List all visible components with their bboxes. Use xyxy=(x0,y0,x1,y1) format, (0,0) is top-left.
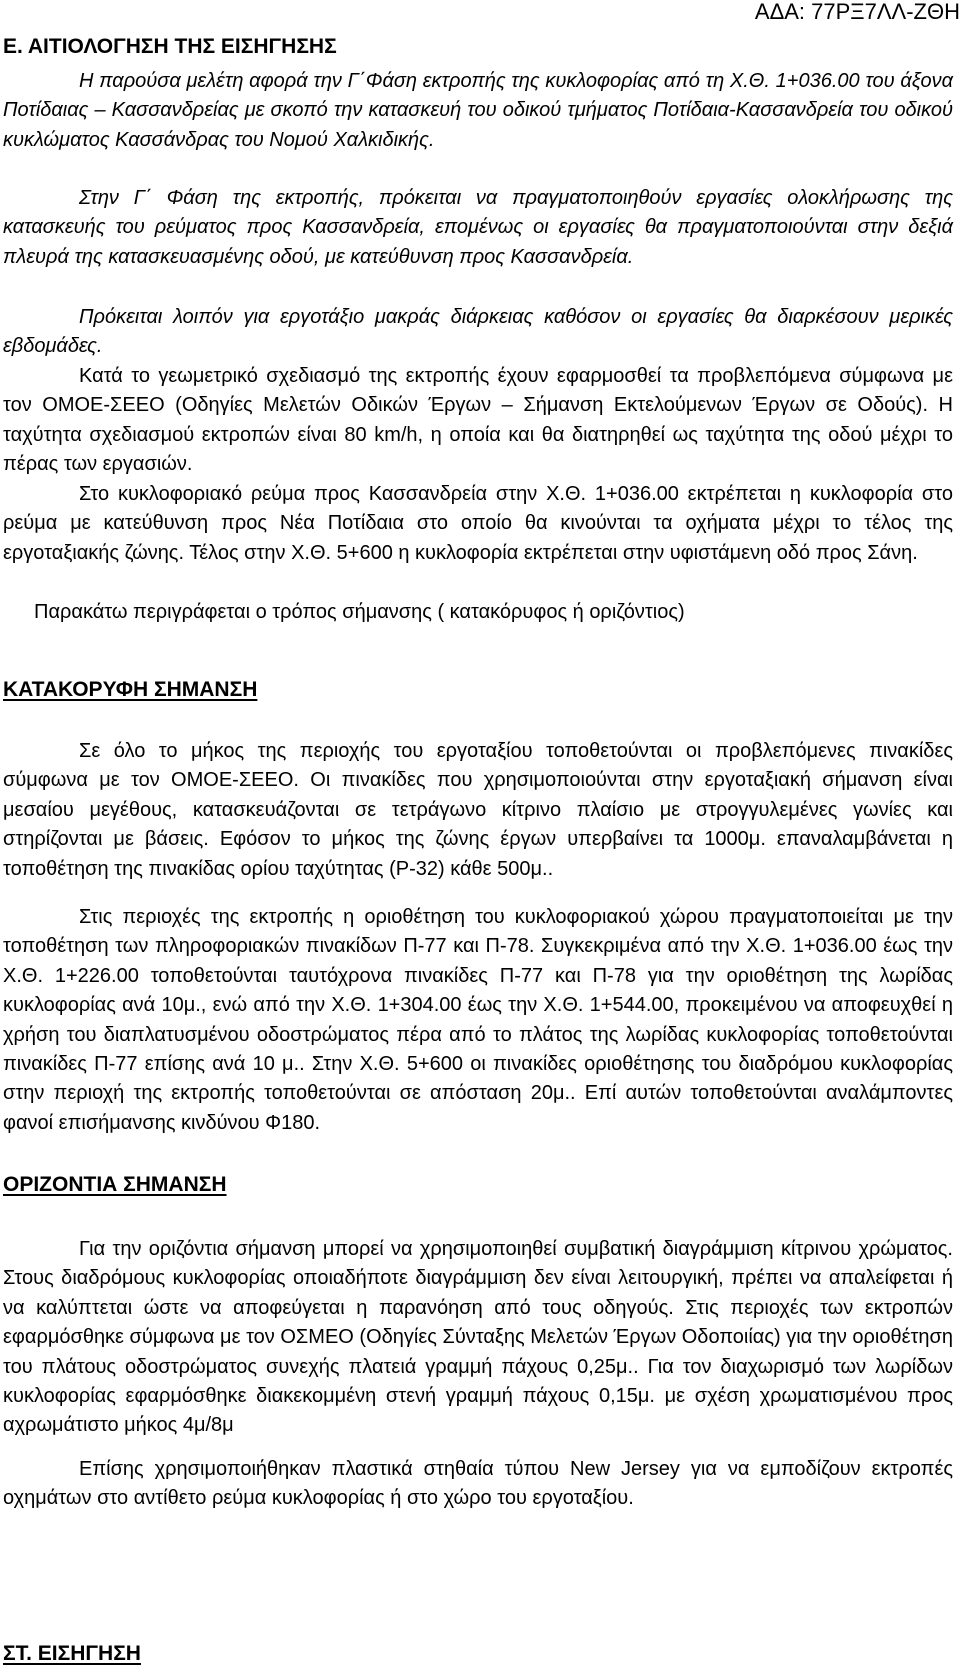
duration-paragraph: Πρόκειται λοιπόν για εργοτάξιο μακράς διάρκειας καθόσον οι εργασίες θα διαρκέσουν μερικές εβδομάδες. xyxy=(3,306,953,358)
horizontal-signage-heading: ΟΡΙΖΟΝΤΙΑ ΣΗΜΑΝΣΗ xyxy=(3,1173,227,1196)
new-jersey-paragraph: Επίσης χρησιμοποιήθηκαν πλαστικά στηθαία τύπου New Jersey για να εμποδίζουν εκτροπές οχημάτων στο αντίθετο ρεύμα κυκλοφορίας ή στο χώρο του εργοταξίου. xyxy=(3,1458,953,1510)
vertical-signage-heading: ΚΑΤΑΚΟΡΥΦΗ ΣΗΜΑΝΣΗ xyxy=(3,678,258,701)
signage-method-paragraph: Παρακάτω περιγράφεται ο τρόπος σήμανσης ( κατακόρυφος ή οριζόντιος) xyxy=(34,601,685,623)
delineation-paragraph: Στις περιοχές της εκτροπής η οριοθέτηση του κυκλοφοριακού χώρου πραγματοποιείται με την τοποθέτηση των πληροφοριακών πινακίδων Π-77 και Π-78. Συγκεκριμένα από την Χ.Θ. 1+036.00 έως την Χ.Θ. 1+226.00 τοποθετούνται ταυτόχρονα πινακίδες Π-77 και Π-78 για την οριοθέτηση της λωρίδας κυκλοφορίας ανά 10μ., ενώ από την Χ.Θ. 1+304.00 έως την Χ.Θ. 1+544.00, προκειμένου να αποφευχθεί η χρήση του διαπλατυσμένου οδοστρώματος πέρα από το πλάτος της λωρίδας κυκλοφορίας τοποθετούνται πινακίδες Π-77 επίσης ανά 10 μ.. Στην Χ.Θ. 5+600 οι πινακίδες οριοθέτησης του διαδρόμου κυκλοφορίας στην περιοχή της εκτροπής τοποθετούνται σε απόσταση 20μ.. Επί αυτών τοποθετούνται αναλάμποντες φανοί επισήμανσης κινδύνου Φ180. xyxy=(3,906,953,1134)
diversion-paragraph: Στο κυκλοφοριακό ρεύμα προς Κασσανδρεία στην Χ.Θ. 1+036.00 εκτρέπεται η κυκλοφορία στο ρεύμα με κατεύθυνση προς Νέα Ποτίδαια στο οποίο θα κινούνται τα οχήματα μέχρι το τέλος της εργοταξιακής ζώνης. Τέλος στην Χ.Θ. 5+600 η κυκλοφορία εκτρέπεται στην υφιστάμενη οδό προς Σάνη. xyxy=(3,483,953,564)
vertical-signs-paragraph: Σε όλο το μήκος της περιοχής του εργοταξίου τοποθετούνται οι προβλεπόμενες πινακίδες σύμφωνα με τον ΟΜΟΕ-ΣΕΕΟ. Οι πινακίδες που χρησιμοποιούνται στην εργοταξιακή σήμανση είναι μεσαίου μεγέθους, κατασκευάζονται σε τετράγωνο κίτρινο πλαίσιο με στρογγυλεμένες γωνίες και στηρίζονται με βάσεις. Εφόσον το μήκος της ζώνης έργων υπερβαίνει τα 1000μ. επαναλαμβάνεται η τοποθέτηση της πινακίδας ορίου ταχύτητας (Ρ-32) κάθε 500μ.. xyxy=(3,740,953,880)
intro-paragraph: Η παρούσα μελέτη αφορά την Γ΄Φάση εκτροπής της κυκλοφορίας από τη Χ.Θ. 1+036.00 του άξονα Ποτίδαιας – Κασσανδρείας με σκοπό την κατασκευή του οδικού τμήματος Ποτίδαια-Κασσανδρεία του οδικού κυκλώματος Κασσάνδρας του Νομού Χαλκιδικής. xyxy=(3,70,953,151)
design-paragraph: Κατά το γεωμετρικό σχεδιασμό της εκτροπής έχουν εφαρμοσθεί τα προβλεπόμενα σύμφωνα με τον ΟΜΟΕ-ΣΕΕΟ (Οδηγίες Μελετών Οδικών Έργων – Σήμανση Εκτελούμενων Έργων σε Οδούς). Η ταχύτητα σχεδιασμού εκτροπών είναι 80 km/h, η οποία και θα διατηρηθεί ως ταχύτητα της οδού μέχρι το πέρας των εργασιών. xyxy=(3,365,953,476)
section-st-heading: ΣΤ. ΕΙΣΗΓΗΣΗ xyxy=(3,1642,141,1665)
phase-c-paragraph: Στην Γ΄ Φάση της εκτροπής, πρόκειται να πραγματοποιηθούν εργασίες ολοκλήρωσης της κατασκευής του ρεύματος προς Κασσανδρεία, επομένως οι εργασίες θα πραγματοποιούνται στην δεξιά πλευρά της κατασκευασμένης οδού, με κατεύθυνση προς Κασσανδρεία. xyxy=(3,187,953,268)
ada-code: ΑΔΑ: 77ΡΞ7ΛΛ-ΖΘΗ xyxy=(754,0,960,24)
horizontal-marking-paragraph: Για την οριζόντια σήμανση μπορεί να χρησιμοποιηθεί συμβατική διαγράμμιση κίτρινου χρώματος. Στους διαδρόμους κυκλοφορίας οποιαδήποτε διαγράμμιση δεν είναι λειτουργική, πρέπει να απαλείφεται ή να καλύπτεται ώστε να αποφεύγεται η παρανόηση από τους οδηγούς. Στις περιοχές των εκτροπών εφαρμόσθηκε σύμφωνα με τον ΟΣΜΕΟ (Οδηγίες Σύνταξης Μελετών Έργων Οδοποιίας) για την οριοθέτηση του πλάτους οδοστρώματος συνεχής πλατειά γραμμή πάχους 0,25μ.. Για τον διαχωρισμό των λωρίδων κυκλοφορίας εφαρμόσθηκε διακεκομμένη στενή γραμμή πάχους 0,15μ. με σχέση χρωματισμένου προς αχρωμάτιστο μήκος 4μ/8μ xyxy=(3,1238,953,1437)
section-e-heading: Ε. ΑΙΤΙΟΛΟΓΗΣΗ ΤΗΣ ΕΙΣΗΓΗΣΗΣ xyxy=(3,35,337,58)
